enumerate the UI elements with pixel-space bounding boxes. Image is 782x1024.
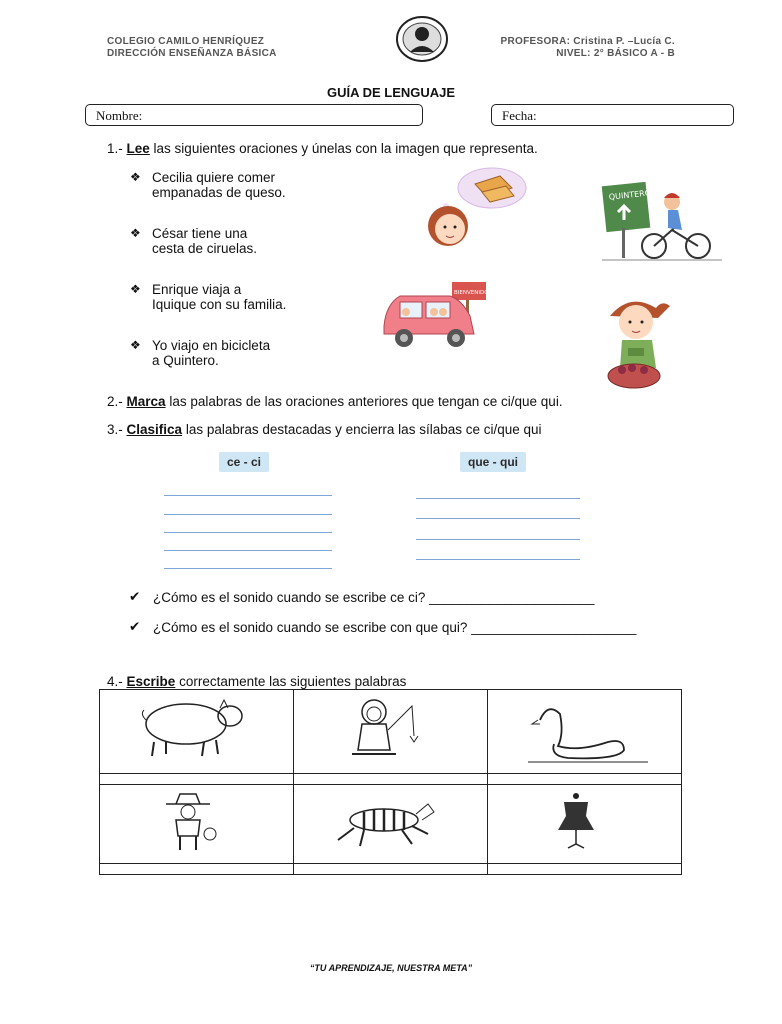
- answer-line[interactable]: [164, 514, 332, 515]
- question-4: 4.- Escribe correctamente las siguientes palabras: [107, 674, 407, 689]
- boy-bicycle-quintero-icon[interactable]: [602, 180, 722, 269]
- school-line1: COLEGIO CAMILO HENRÍQUEZ: [107, 36, 265, 47]
- school-line2: DIRECCIÓN ENSEÑANZA BÁSICA: [107, 48, 277, 59]
- cowboy-picture-cell: [100, 785, 294, 864]
- boy-plum-basket-icon[interactable]: [600, 292, 686, 397]
- page-title: GUÍA DE LENGUAJE: [326, 85, 456, 100]
- zebra-icon: [294, 790, 487, 854]
- sentence-3: ❖ Enrique viaja a Iquique con su familia.: [130, 282, 287, 312]
- answer-line[interactable]: [416, 539, 580, 540]
- sentence-2: ❖ César tiene una cesta de ciruelas.: [130, 226, 258, 256]
- eskimo-fishing-icon: [294, 690, 487, 768]
- answer-cell[interactable]: [294, 774, 488, 785]
- answer-line[interactable]: [164, 532, 332, 533]
- eskimo-picture-cell: [294, 690, 488, 774]
- footer-motto: “TU APRENDIZAJE, NUESTRA META”: [309, 963, 473, 973]
- answer-cell[interactable]: [100, 864, 294, 875]
- question-2: 2.- Marca las palabras de las oraciones anteriores que tengan ce ci/que qui.: [107, 394, 563, 409]
- school-seal-icon: [396, 16, 448, 67]
- question-1: 1.- Lee las siguientes oraciones y únelas con la imagen que representa.: [107, 141, 538, 156]
- level-line: NIVEL: 2° BÁSICO A - B: [556, 48, 675, 59]
- teacher-info: [485, 36, 675, 60]
- cowboy-icon: [100, 790, 293, 854]
- q4-verb: Escribe: [126, 674, 176, 689]
- q1-verb: Lee: [126, 141, 150, 156]
- date-label: Fecha:: [502, 108, 537, 123]
- answer-cell[interactable]: [294, 864, 488, 875]
- dress-form-picture-cell: [488, 785, 682, 864]
- diamond-bullet-icon: ❖: [130, 226, 141, 240]
- sentence-4: ❖ Yo viajo en bicicleta a Quintero.: [130, 338, 271, 368]
- answer-cell[interactable]: [488, 774, 682, 785]
- tag-ce-ci: ce - ci: [219, 452, 269, 472]
- dress-form-icon: [488, 790, 681, 854]
- name-label: Nombre:: [96, 108, 143, 123]
- sentence-1: ❖ Cecilia quiere comer empanadas de queso.: [130, 170, 286, 200]
- answer-cell[interactable]: [488, 864, 682, 875]
- teacher-line1: PROFESORA: Cristina P. –Lucía C.: [500, 36, 675, 47]
- diamond-bullet-icon: ❖: [130, 282, 141, 296]
- sound-question-que-qui: ✔ ¿Cómo es el sonido cuando se escribe con que qui? ______________________: [129, 619, 637, 635]
- date-field[interactable]: [491, 104, 734, 126]
- q3-verb: Clasifica: [126, 422, 183, 437]
- words-table: [99, 689, 682, 875]
- answer-cell[interactable]: [100, 774, 294, 785]
- checkmark-icon: ✔: [129, 589, 141, 604]
- answer-line[interactable]: [164, 568, 332, 569]
- girl-thinking-empanadas-icon[interactable]: [420, 166, 528, 255]
- sound-question-ce-ci: ✔ ¿Cómo es el sonido cuando se escribe ce ci? ______________________: [129, 589, 595, 605]
- q2-verb: Marca: [126, 394, 166, 409]
- name-field[interactable]: [85, 104, 423, 126]
- pig-picture-cell: [100, 690, 294, 774]
- school-name: [107, 36, 277, 60]
- question-3: 3.- Clasifica las palabras destacadas y encierra las sílabas ce ci/que qui: [107, 422, 542, 437]
- answer-line[interactable]: [164, 495, 332, 496]
- tag-que-qui: que - qui: [460, 452, 526, 472]
- pig-icon: [100, 690, 293, 768]
- answer-line[interactable]: [416, 518, 580, 519]
- family-car-iquique-icon[interactable]: [380, 282, 493, 357]
- bienvenidos-sign-text: BIENVENIDOS: [454, 290, 493, 296]
- diamond-bullet-icon: ❖: [130, 338, 141, 352]
- swan-picture-cell: [488, 690, 682, 774]
- diamond-bullet-icon: ❖: [130, 170, 141, 184]
- answer-line[interactable]: [416, 559, 580, 560]
- answer-line[interactable]: [164, 550, 332, 551]
- checkmark-icon: ✔: [129, 619, 141, 634]
- answer-line[interactable]: [416, 498, 580, 499]
- swan-icon: [488, 690, 681, 768]
- zebra-picture-cell: [294, 785, 488, 864]
- quintero-sign-text: QUINTERO: [608, 188, 652, 202]
